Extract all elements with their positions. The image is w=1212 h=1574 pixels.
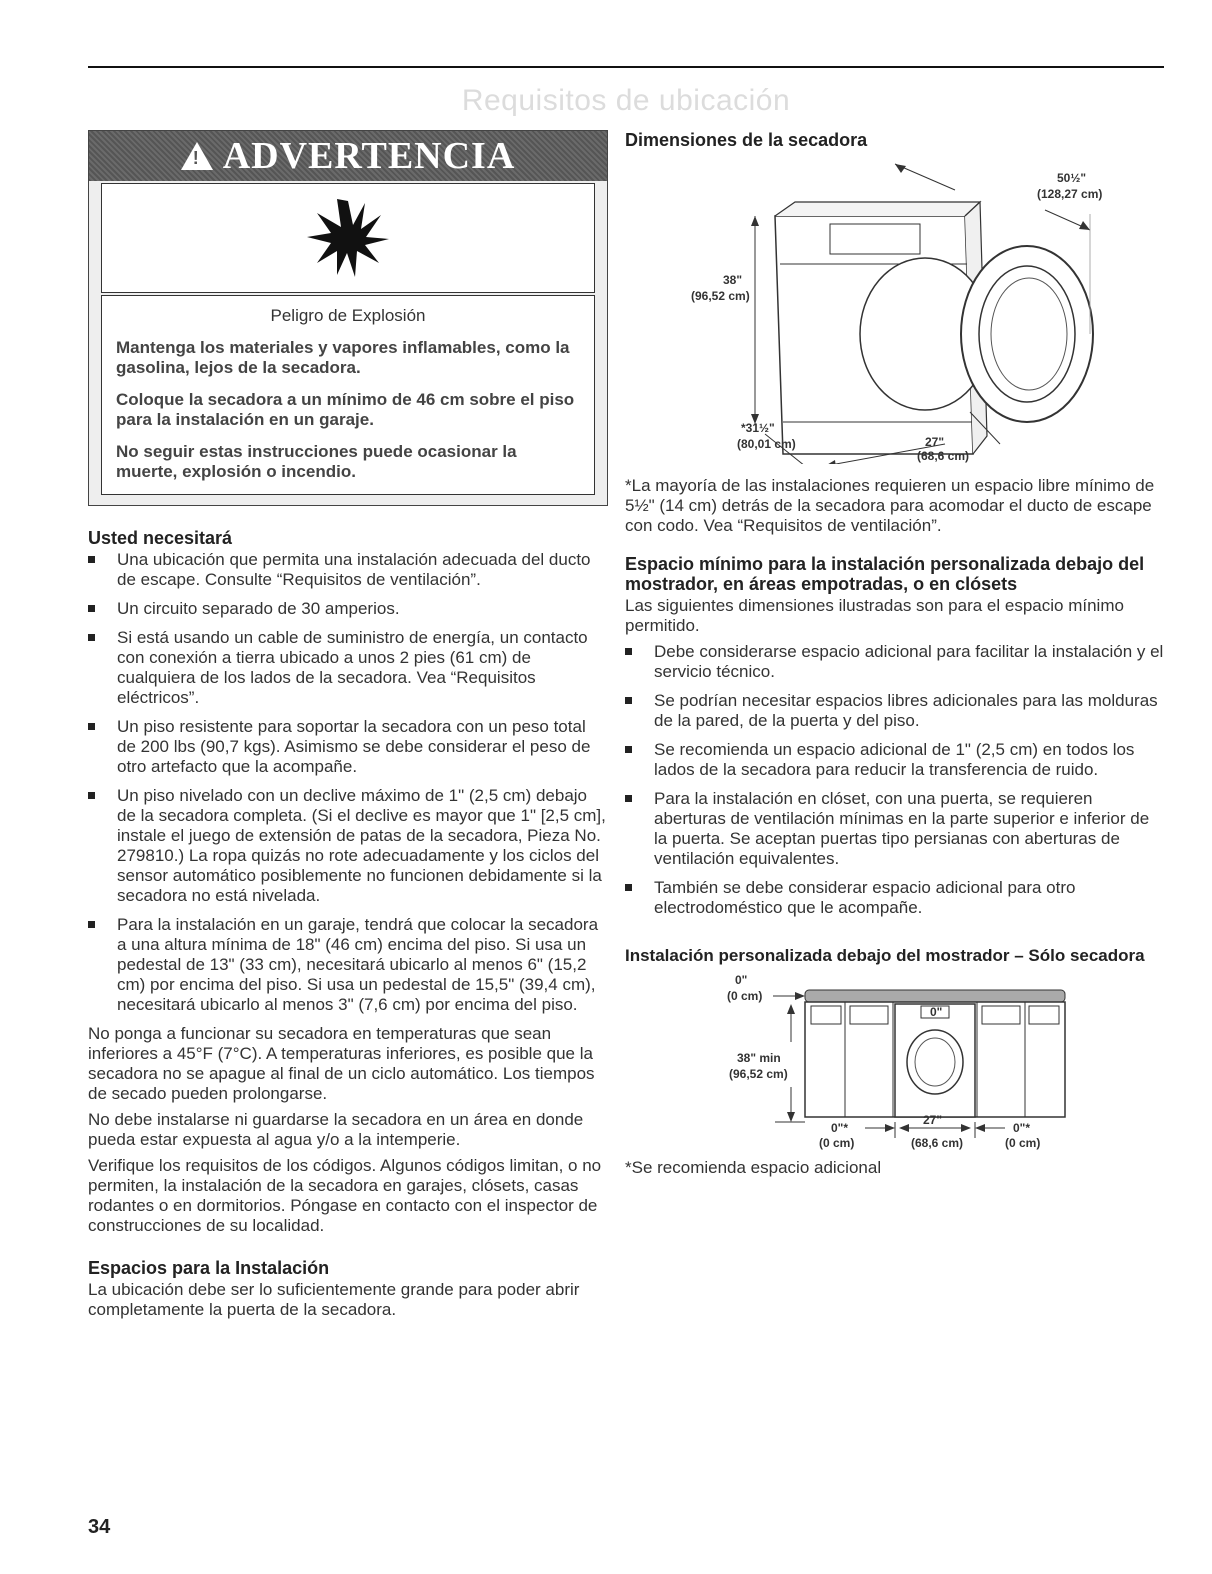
list-item: Un piso nivelado con un declive máximo de 1" (2,5 cm) debajo de la secadora completa. (Si el declive es mayor que 1" [2,5 cm], instale el juego de extensión de patas de la secadora, Pieza No. 279810.) La ropa quizás no rote adecuadamente y los ciclos del sensor automático posiblemente no funcionen debidamente si la secadora no está nivelada. [88,786,608,906]
dim-depth-cm: (80,01 cm) [737,437,796,451]
width-label: 27" [923,1113,943,1127]
warning-text: No seguir estas instrucciones puede ocasionar la muerte, explosión o incendio. [116,442,517,481]
undercounter-heading: Instalación personalizada debajo del mostrador – Sólo secadora [625,946,1145,965]
paragraph: No ponga a funcionar su secadora en temperaturas que sean inferiores a 45°F (7°C). A temperaturas inferiores, es posible que la secadora no se apague al final de un ciclo automático. Los tiempos de secado pueden prolongarse. [88,1024,595,1103]
page-number: 34 [88,1516,111,1538]
dim-height-cm: (96,52 cm) [691,289,750,303]
min-space-heading: Espacio mínimo para la instalación personalizada debajo del mostrador, en áreas empotradas, o en clósets [625,554,1145,594]
dimensions-heading: Dimensiones de la secadora [625,130,868,150]
list-item: Se recomienda un espacio adicional de 1" (2,5 cm) en todos los lados de la secadora para reducir la transferencia de ruido. [625,740,1165,780]
undercounter-footnote: *Se recomienda espacio adicional [625,1158,882,1177]
width-cm-label: (68,6 cm) [911,1136,964,1150]
explosion-pictogram [101,183,595,293]
right-gap-label: 0"* [1013,1121,1031,1135]
min-space-list [625,642,1165,918]
dim-width-cm: (68,6 cm) [917,449,970,463]
paragraph: No debe instalarse ni guardarse la secadora en un área en donde pueda estar expuesta al agua y/o a la intemperie. [88,1110,584,1149]
list-item: Para la instalación en clóset, con una puerta, se requieren aberturas de ventilación mínimas en la parte superior e inferior de la puerta. Se aceptan puertas tipo persianas con aberturas de ventilación equivalentes. [625,789,1165,869]
list-item: Un circuito separado de 30 amperios. [88,599,608,619]
top-gap-cm-label: (0 cm) [727,989,763,1003]
right-gap-cm-label: (0 cm) [1005,1136,1041,1150]
paragraph: Verifique los requisitos de los códigos. Algunos códigos limitan, o no permiten, la instalación de la secadora en garajes, clósets, casas rodantes o en dormitorios. Póngase en contacto con el inspector de construcciones de su localidad. [88,1156,602,1235]
dimensions-footnote: *La mayoría de las instalaciones requieren un espacio libre mínimo de 5½" (14 cm) detrás de la secadora para acomodar el ducto de escape con codo. Vea “Requisitos de ventilación”. [625,476,1155,535]
list-item: Si está usando un cable de suministro de energía, un contacto con conexión a tierra ubicado a unos 2 pies (61 cm) de cualquiera de los lados de la secadora. Vea “Requisitos eléctricos”. [88,628,608,708]
list-item: Debe considerarse espacio adicional para facilitar la instalación y el servicio técnico. [625,642,1165,682]
warning-heading: ADVERTENCIA [222,135,516,177]
dim-width: 27" [925,435,945,449]
list-item: Un piso resistente para soportar la secadora con un peso total de 200 lbs (90,7 kgs). Asimismo se debe considerar el peso de otro artefacto que la acompañe. [88,717,608,777]
needs-heading: Usted necesitará [88,528,233,548]
dim-open-width: 50½" [1057,171,1087,185]
height-cm-label: (96,52 cm) [729,1067,788,1081]
height-label: 38" min [737,1051,781,1065]
top-rule [88,66,1164,68]
warning-text: Mantenga los materiales y vapores inflamables, como la gasolina, lejos de la secadora. [116,338,570,377]
right-column [625,130,1165,1178]
list-item: Una ubicación que permita una instalación adecuada del ducto de escape. Consulte “Requisitos de ventilación”. [88,550,608,590]
dim-height: 38" [723,273,743,287]
warning-header [89,131,607,181]
door-gap-label: 0" [930,1005,943,1019]
top-gap-label: 0" [735,973,748,987]
list-item: Para la instalación en un garaje, tendrá que colocar la secadora a una altura mínima de 18" (46 cm) encima del piso. Si usa un pedestal de 13" (33 cm), necesitará ubicarlo al menos 6" (15,2 cm) por encima del piso. Si usa un pedestal de 15,5" (39,4 cm), necesitará ubicarlo al menos 3" (7,6 cm) por encima del piso. [88,915,608,1015]
explosion-icon [303,193,393,283]
paragraph: La ubicación debe ser lo suficientemente grande para poder abrir completamente la puerta de la secadora. [88,1280,580,1319]
undercounter-diagram [625,972,1165,1152]
list-item: También se debe considerar espacio adicional para otro electrodoméstico que le acompañe. [625,878,1165,918]
list-item: Se podrían necesitar espacios libres adicionales para las molduras de la pared, de la puerta y del piso. [625,691,1165,731]
warning-text: Coloque la secadora a un mínimo de 46 cm sobre el piso para la instalación en un garaje. [116,390,575,429]
left-column [88,130,608,1326]
left-gap-label: 0"* [831,1121,849,1135]
needs-list [88,550,608,1015]
left-gap-cm-label: (0 cm) [819,1136,855,1150]
warning-triangle-icon [181,142,213,170]
paragraph: Las siguientes dimensiones ilustradas son para el espacio mínimo permitido. [625,596,1124,635]
spaces-heading: Espacios para la Instalación [88,1258,330,1278]
warning-box [88,130,608,506]
dim-open-width-cm: (128,27 cm) [1037,187,1103,201]
dryer-dimensions-diagram [625,154,1165,464]
dim-depth: *31½" [741,421,775,435]
page-title: Requisitos de ubicación [461,84,791,117]
warning-subtitle: Peligro de Explosión [270,306,426,325]
warning-body [101,295,595,495]
